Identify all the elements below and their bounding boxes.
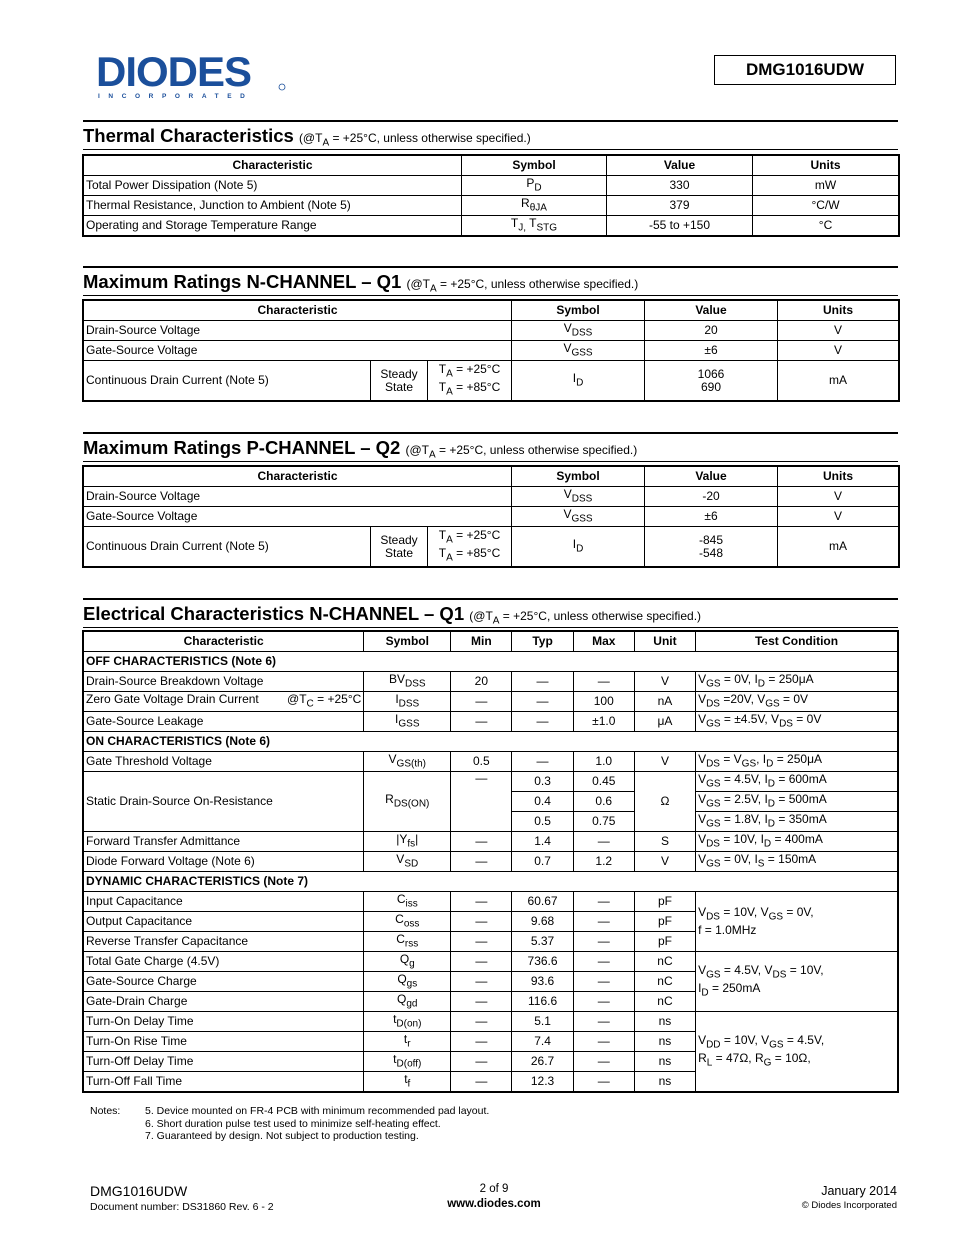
dynamic-characteristics-heading: DYNAMIC CHARACTERISTICS (Note 7) — [84, 872, 898, 892]
note-6: 6. Short duration pulse test used to minimize self-heating effect. — [145, 1117, 441, 1130]
notes-label: Notes: — [90, 1105, 121, 1117]
test-condition: $V_{DD} = 10V$, $V_{GS} = 4.5V$, $R_L = 47\Omega$, $R_G = 10\Omega$, — [696, 1012, 898, 1092]
electrical-section-header — [83, 598, 898, 627]
table-row: Total Power Dissipation (Note 5) $P_D$ 330 mW — [84, 176, 899, 196]
elec-condition: ($@T_A = +25^\circ C$, unless otherwise specified.) — [469, 609, 702, 627]
electrical-table — [83, 631, 898, 1092]
table-row: Reverse Transfer Capacitance $C_{rss}$ — 5.37 — pF — [84, 932, 898, 952]
table-row: Drain-Source Voltage $V_{DSS}$ -20 V — [84, 487, 899, 507]
elec-title: Electrical Characteristics N-CHANNEL – Q1 — [83, 603, 465, 624]
table-row: Gate-Source Charge $Q_{gs}$ — 93.6 — nC — [84, 972, 898, 992]
notes-list — [145, 1105, 489, 1143]
part-number-box: DMG1016UDW — [714, 55, 896, 85]
table-row: Continuous Drain Current (Note 5) Steady State $T_A = +25^\circ C$ $T_A = +85^\circ C$ $I_D$ 1066 690 mA — [84, 361, 899, 401]
test-condition: $V_{DS} = 10V$, $V_{GS} = 0V$, f = 1.0MHz — [696, 892, 898, 952]
table-row: Drain-Source Breakdown Voltage $BV_{DSS}$ 20 — — V $V_{GS} = 0V$, $I_D = 250\mu A$ — [84, 672, 898, 692]
table-row: 0.5 0.75 $V_{GS} = 1.8V$, $I_D = 350mA$ — [84, 812, 898, 832]
logo-subtext: INCORPORATED — [98, 93, 254, 100]
table-row: Gate-Source Voltage $V_{GSS}$ ±6 V — [84, 341, 899, 361]
table-header-row: Characteristic Symbol Value Units — [84, 301, 899, 321]
table-row: Output Capacitance $C_{oss}$ — 9.68 — pF — [84, 912, 898, 932]
header-symbol: Symbol — [462, 156, 607, 176]
max-ratings-p-table — [83, 466, 899, 567]
table-row: 0.4 0.6 $V_{GS} = 2.5V$, $I_D = 500mA$ — [84, 792, 898, 812]
table-header-row — [84, 156, 899, 176]
table-row: Turn-Off Delay Time $t_{D(off)}$ — 26.7 — ns — [84, 1052, 898, 1072]
table-row: Turn-Off Fall Time $t_f$ — 12.3 — ns — [84, 1072, 898, 1092]
max-ratings-n-table — [83, 300, 899, 401]
footer-copyright: © Diodes Incorporated — [801, 1200, 897, 1211]
table-header-row: Characteristic Symbol Value Units — [84, 467, 899, 487]
table-row: Forward Transfer Admittance $|Y_{fs}|$ — 1.4 — S $V_{DS} = 10V$, $I_D = 400mA$ — [84, 832, 898, 852]
max-p-title: Maximum Ratings P-CHANNEL – Q2 — [83, 437, 401, 458]
table-row: Gate-Drain Charge $Q_{gd}$ — 116.6 — nC — [84, 992, 898, 1012]
note-7: 7. Guaranteed by design. Not subject to production testing. — [145, 1130, 419, 1142]
max-n-condition: ($@T_A = +25^\circ C$, unless otherwise specified.) — [406, 277, 639, 295]
table-row: Gate-Source Leakage $I_{GSS}$ — — ±1.0 μA $V_{GS} = \pm 4.5V$, $V_{DS} = 0V$ — [84, 712, 898, 732]
thermal-section-header — [83, 120, 898, 149]
table-row: Continuous Drain Current (Note 5) Steady State $T_A = +25^\circ C$ $T_A = +85^\circ C$ $I_D$ -845 -548 mA — [84, 527, 899, 567]
table-row: Gate Threshold Voltage $V_{GS(th)}$ 0.5 — 1.0 V $V_{DS} = V_{GS}$, $I_D = 250\mu A$ — [84, 752, 898, 772]
max-ratings-n-header — [83, 266, 898, 295]
test-condition: $V_{GS} = 4.5V$, $V_{DS} = 10V$, $I_D = 250mA$ — [696, 952, 898, 1012]
header-value: Value — [607, 156, 753, 176]
table-row: Operating and Storage Temperature Range $T_{J,}$ $T_{STG}$ -55 to +150 °C — [84, 216, 899, 236]
table-row: Turn-On Rise Time $t_r$ — 7.4 — ns — [84, 1032, 898, 1052]
footer-part-number: DMG1016UDW — [90, 1183, 188, 1199]
thermal-table — [83, 155, 899, 236]
thermal-condition: ($@T_A = +25^\circ C$, unless otherwise specified.) — [298, 131, 531, 149]
max-n-title: Maximum Ratings N-CHANNEL – Q1 — [83, 271, 402, 292]
dynamic-rows — [84, 892, 898, 1092]
footer-date: January 2014 — [821, 1184, 897, 1198]
table-header-row: Characteristic Symbol Min Typ Max Unit Test Condition — [84, 632, 898, 652]
table-row: Thermal Resistance, Junction to Ambient (Note 5) $R_{\theta JA}$ 379 °C/W — [84, 196, 899, 216]
table-row: Drain-Source Voltage $V_{DSS}$ 20 V — [84, 321, 899, 341]
diodes-logo — [96, 50, 288, 102]
table-row: Static Drain-Source On-Resistance $R_{DS(ON)}$ — 0.3 0.45 Ω $V_{GS} = 4.5V$, $I_D = 600mA$ — [84, 772, 898, 792]
logo-wordmark: DIODES — [96, 50, 252, 95]
max-p-condition: ($@T_A = +25^\circ C$, unless otherwise specified.) — [405, 443, 638, 461]
note-5: 5. Device mounted on FR-4 PCB with minimum recommended pad layout. — [145, 1105, 490, 1117]
table-row: Total Gate Charge (4.5V) $Q_g$ — 736.6 — nC $V_{GS} = 4.5V$, $V_{DS} = 10V$, $I_D = 250mA$ — [84, 952, 898, 972]
footer-website-link[interactable]: www.diodes.com — [447, 1198, 541, 1210]
off-characteristics-heading: OFF CHARACTERISTICS (Note 6) — [84, 652, 898, 672]
table-row: Zero Gate Voltage Drain Current $@T_C = +25^\circ C$ $I_{DSS}$ — — 100 nA $V_{DS} =20V$, $V_{GS} = 0V$ — [84, 692, 898, 712]
max-ratings-p-header — [83, 432, 898, 461]
thermal-title: Thermal Characteristics — [83, 125, 294, 146]
header-units: Units — [753, 156, 899, 176]
footer-page-number: 2 of 9 — [479, 1183, 509, 1195]
table-row: Input Capacitance $C_{iss}$ — 60.67 — pF $V_{DS} = 10V$, $V_{GS} = 0V$, f = 1.0MHz — [84, 892, 898, 912]
table-row: Gate-Source Voltage $V_{GSS}$ ±6 V — [84, 507, 899, 527]
table-row: Diode Forward Voltage (Note 6) $V_{SD}$ — 0.7 1.2 V $V_{GS} = 0V$, $I_S = 150mA$ — [84, 852, 898, 872]
table-row: Turn-On Delay Time $t_{D(on)}$ — 5.1 — ns $V_{DD} = 10V$, $V_{GS} = 4.5V$, $R_L = 47\Omega$, $R_G = 10\Omega$, — [84, 1012, 898, 1032]
footer-document-number: Document number: DS31860 Rev. 6 - 2 — [90, 1201, 274, 1213]
header-characteristic: Characteristic — [84, 156, 462, 176]
on-characteristics-heading: ON CHARACTERISTICS (Note 6) — [84, 732, 898, 752]
